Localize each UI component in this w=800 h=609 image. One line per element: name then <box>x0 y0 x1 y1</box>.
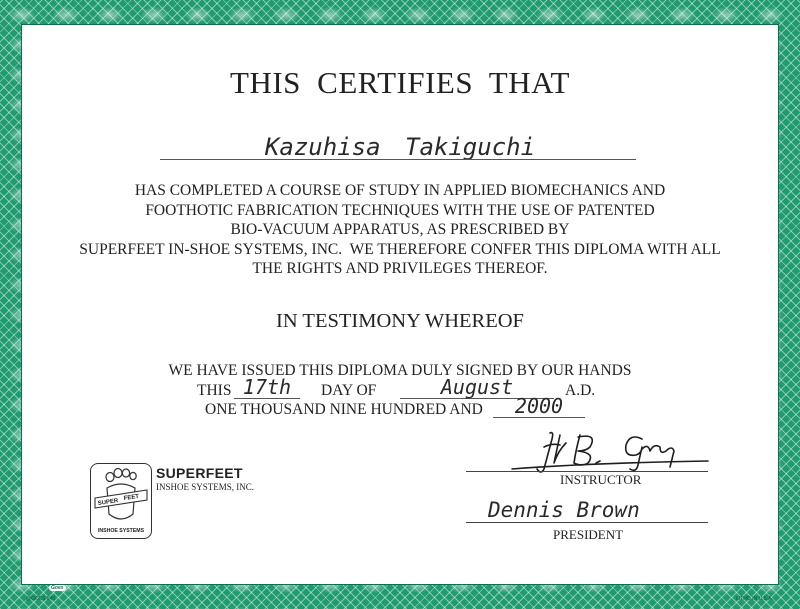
border-code-left: @GOES 840 <box>26 596 56 602</box>
ad-label: A.D. <box>565 382 596 399</box>
day-of-label: DAY OF <box>321 382 377 399</box>
month-field: August <box>400 376 554 399</box>
certificate-title: THIS CERTIFIES THAT <box>230 65 570 100</box>
day-field: 17th <box>234 376 300 399</box>
border-code-right: LITHO IN U.S.A. <box>736 596 773 602</box>
badge-right-text: FEET <box>123 493 140 502</box>
issued-line: WE HAVE ISSUED THIS DIPLOMA DULY SIGNED BY OUR HANDS <box>168 362 632 379</box>
certificate-body <box>22 181 778 279</box>
brand-name: SUPERFEET <box>156 465 243 481</box>
year-field: 2000 <box>493 395 585 418</box>
year-prefix: ONE THOUSAND NINE HUNDRED AND <box>205 401 483 418</box>
president-label: PRESIDENT <box>553 527 624 542</box>
recipient-name: Kazuhisa Takiguchi <box>264 133 536 161</box>
body-line: THE RIGHTS AND PRIVILEGES THEREOF. <box>252 260 548 277</box>
brand-subtitle: INSHOE SYSTEMS, INC. <box>156 482 255 492</box>
president-signature-line <box>466 522 708 523</box>
testimony-heading: IN TESTIMONY WHEREOF <box>276 310 524 332</box>
instructor-label: INSTRUCTOR <box>560 472 642 487</box>
maker-mark: Goes <box>51 585 64 591</box>
this-label: THIS <box>197 382 232 399</box>
badge-left-text: SUPER <box>97 498 119 507</box>
foot-icon <box>91 464 151 538</box>
recipient-underline <box>160 159 636 160</box>
body-line: SUPERFEET IN-SHOE SYSTEMS, INC. WE THEREFORE CONFER THIS DIPLOMA WITH ALL <box>79 240 721 258</box>
president-signature: Dennis Brown <box>488 498 640 522</box>
logo-wordmark <box>156 465 254 492</box>
body-line: BIO-VACUUM APPARATUS, AS PRESCRIBED BY <box>230 221 570 238</box>
body-line: HAS COMPLETED A COURSE OF STUDY IN APPLIED BIOMECHANICS AND <box>134 182 666 199</box>
instructor-signature <box>510 429 710 475</box>
body-line: FOOTHOTIC FABRICATION TECHNIQUES WITH THE USE OF PATENTED <box>145 201 655 219</box>
certificate-panel <box>21 24 779 585</box>
superfeet-logo <box>90 463 152 539</box>
badge-bottom-text: INSHOE SYSTEMS <box>97 528 145 534</box>
